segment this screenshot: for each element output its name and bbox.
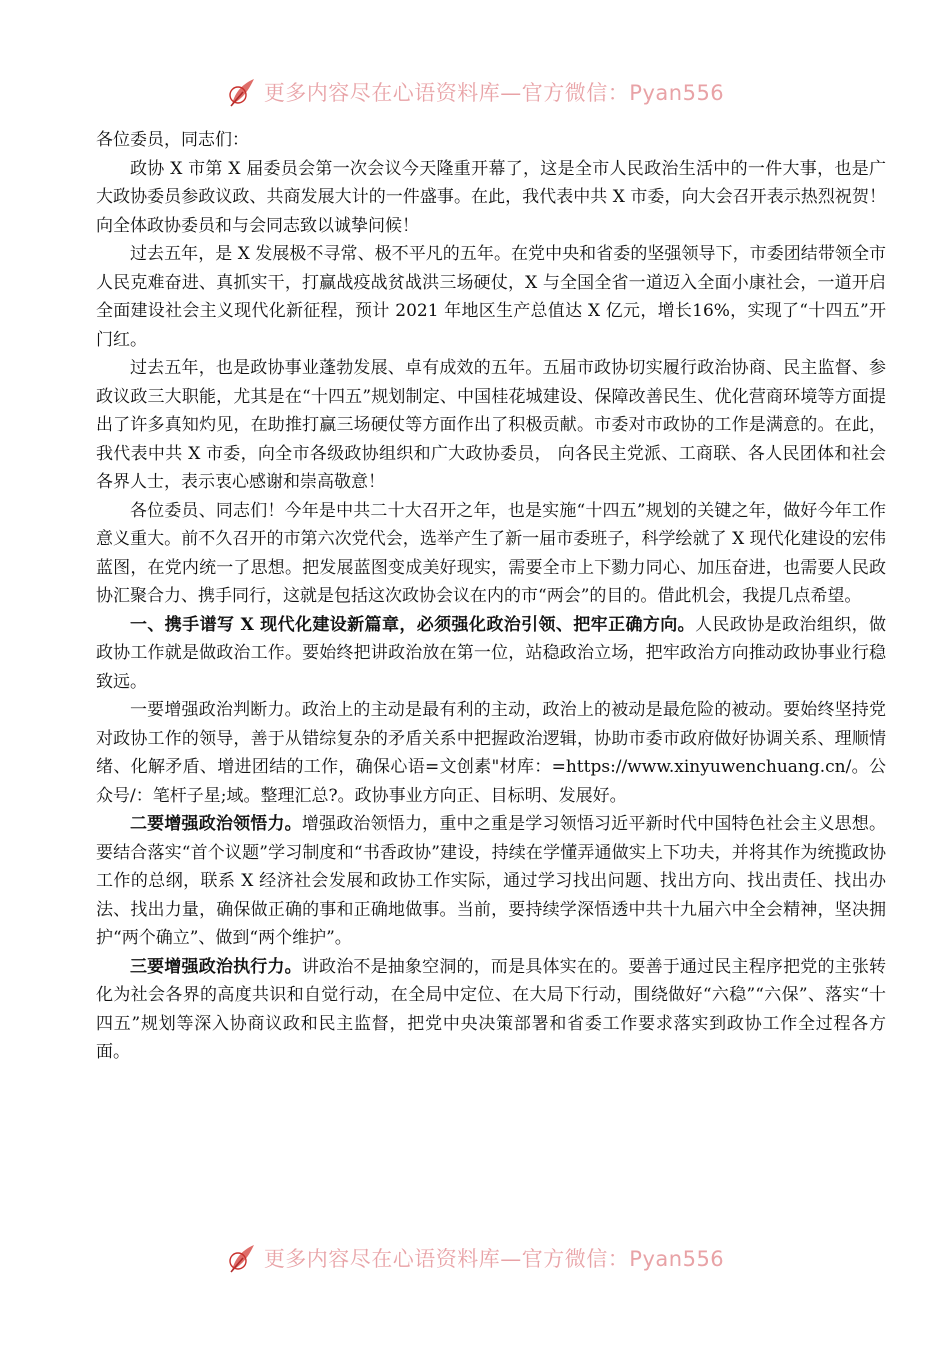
paragraph <box>96 354 886 497</box>
paragraph <box>96 155 886 241</box>
paragraph-text: 一要增强政治判断力。政治上的主动是最有利的主动，政治上的被动是最危险的被动。要始终坚持党对政协工作的领导，善于从错综复杂的矛盾关系中把握政治逻辑，协助市委市政府做好协调关系、理顺情绪、化解矛盾、增进团结的工作，确保心语=文创素"材库：=https://www.xinyuwenchuang.cn/。公众号/：笔杆子星;域。整理汇总?。政协事业方向正、目标明、发展好。 <box>96 700 886 806</box>
quill-logo-icon <box>226 75 260 109</box>
subsection-heading: 二要增强政治领悟力。 <box>130 814 302 834</box>
paragraph <box>96 953 886 1067</box>
header-watermark <box>0 72 950 112</box>
quill-logo-icon <box>226 1241 260 1275</box>
paragraph <box>96 240 886 354</box>
paragraph <box>96 696 886 810</box>
section-heading: 一、携手谱写 X 现代化建设新篇章，必须强化政治引领、把牢正确方向。 <box>130 614 696 635</box>
paragraph-text: 过去五年，也是政协事业蓬勃发展、卓有成效的五年。五届市政协切实履行政治协商、民主监督、参政议政三大职能，尤其是在“十四五”规划制定、中国桂花城建设、保障改善民生、优化营商环境等方面提出了许多真知灼见，在助推打赢三场硬仗等方面作出了积极贡献。市委对市政协的工作是满意的。在此，我代表中共 X 市委，向全市各级政协组织和广大政协委员， 向各民主党派、工商联、各人民团体和社会各界人士，表示衷心感谢和崇高敬意！ <box>96 358 886 492</box>
paragraph <box>96 497 886 611</box>
paragraph-text: 各位委员、同志们！今年是中共二十大召开之年，也是实施“十四五”规划的关键之年，做好今年工作意义重大。前不久召开的市第六次党代会，选举产生了新一届市委班子，科学绘就了 X 现代化建设的宏伟蓝图，在党内统一了思想。把发展蓝图变成美好现实，需要全市上下勠力同心、加压奋进，也需要人民政协汇聚合力、携手同行，这就是包括这次政协会议在内的市“两会”的目的。借此机会，我提几点希望。 <box>96 500 886 606</box>
speech-body <box>96 126 886 1067</box>
greeting: 各位委员，同志们： <box>96 130 249 150</box>
footer-watermark-text: 更多内容尽在心语资料库—官方微信：Pyan556 <box>263 1247 725 1271</box>
paragraph-text: 政协 X 市第 X 届委员会第一次会议今天隆重开幕了，这是全市人民政治生活中的一件大事，也是广大政协委员参政议政、共商发展大计的一件盛事。在此，我代表中共 X 市委，向大会召开表示热烈祝贺！向全体政协委员和与会同志致以诚挚问候！ <box>96 158 886 236</box>
header-watermark-text: 更多内容尽在心语资料库—官方微信：Pyan556 <box>263 81 725 105</box>
paragraph-text: 过去五年，是 X 发展极不寻常、极不平凡的五年。在党中央和省委的坚强领导下，市委团结带领全市人民克难奋进、真抓实干，打赢战疫战贫战洪三场硬仗，X 与全国全省一道迈入全面小康社会，一道开启全面建设社会主义现代化新征程，预计 2021 年地区生产总值达 X 亿元，增长16%，实现了“十四五”开门红。 <box>96 244 886 350</box>
paragraph-text: 人民政协是政治组织，做政协工作就是做政治工作。要始终把讲政治放在第一位，站稳政治立场，把牢政治方向推动政协事业行稳致远。 <box>96 614 887 692</box>
subsection-heading: 三要增强政治执行力。 <box>130 956 302 977</box>
paragraph <box>96 810 886 953</box>
paragraph-text: 讲政治不是抽象空洞的，而是具体实在的。要善于通过民主程序把党的主张转化为社会各界的高度共识和自觉行动，在全局中定位、在大局下行动，围绕做好“六稳”“六保”、落实“十四五”规划等深入协商议政和民主监督，把党中央决策部署和省委工作要求落实到政协工作全过程各方面。 <box>96 956 887 1062</box>
paragraph <box>96 611 886 697</box>
footer-watermark <box>0 1238 950 1278</box>
paragraph-text: 增强政治领悟力，重中之重是学习领悟习近平新时代中国特色社会主义思想。要结合落实“首个议题”学习制度和“书香政协”建设，持续在学懂弄通做实上下功夫，并将其作为统揽政协工作的总纲，联系 X 经济社会发展和政协工作实际，通过学习找出问题、找出方向、找出责任、找出办法、找出力量，确保做正确的事和正确地做事。当前，要持续学深悟透中共十九届六中全会精神，坚决拥护“两个确立”、做到“两个维护”。 <box>96 814 887 948</box>
